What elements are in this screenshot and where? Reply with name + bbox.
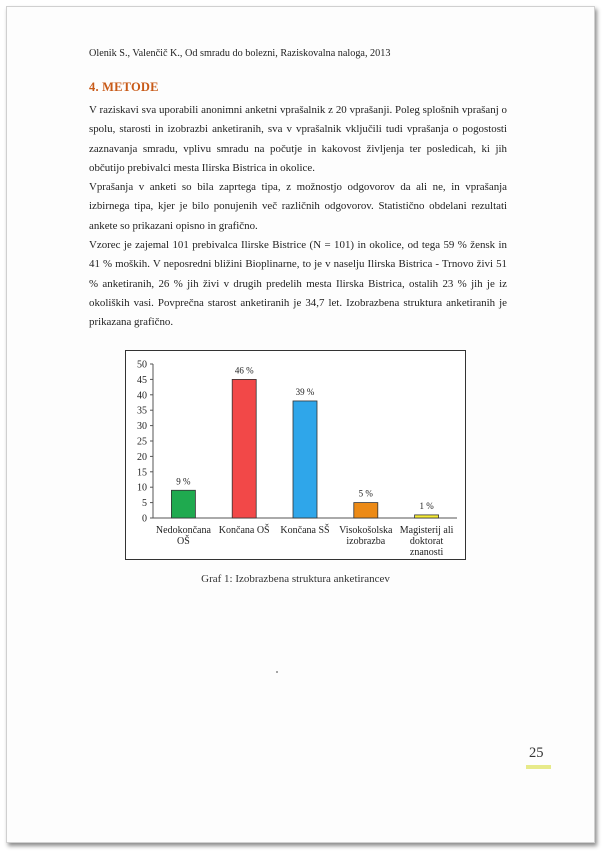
- paragraph-sample: Vzorec je zajemal 101 prebivalca Ilirske Bistrice (N = 101) in okolice, od tega 59 % žensk in 41 % moških. V neposredni bližini Bioplinarne, to je v naselju Ilirska Bistrica - Trnovo živi 51 % anketiranih, 26 % jih živi v drugih predelih mesta Ilirska Bistrica, ostalih 23 % jih je iz okoliških vasi. Povprečna starost anketiranih je 34,7 let. Izobrazbena struktura anketiranih je prikazana grafično.: [89, 239, 507, 329]
- document-page: [6, 6, 595, 843]
- page-number: 25: [529, 745, 544, 761]
- bar-data-label: 39 %: [295, 386, 315, 397]
- bar: [171, 490, 195, 518]
- bar: [415, 515, 439, 518]
- education-chart: [125, 350, 466, 560]
- y-tick-label: 45: [137, 374, 147, 386]
- y-tick-label: 35: [137, 405, 147, 417]
- y-tick-label: 40: [137, 390, 147, 402]
- y-tick-label: 0: [142, 513, 147, 525]
- x-category-label: Visokošolska izobrazba: [339, 525, 393, 547]
- bar-data-label: 1 %: [419, 500, 434, 511]
- x-category-label: Nedokončana OŠ: [155, 525, 211, 547]
- page-number-underline: [526, 765, 551, 769]
- bar: [354, 503, 378, 518]
- figure-caption: Graf 1: Izobrazbena struktura anketirancev: [201, 573, 390, 585]
- body-text: [89, 101, 507, 333]
- running-header: Olenik S., Valenčič K., Od smradu do bolezni, Raziskovalna naloga, 2013: [89, 48, 391, 59]
- y-tick-label: 5: [142, 498, 147, 510]
- paragraph-question-types: Vprašanja v anketi so bila zaprtega tipa, z možnostjo odgovorov da ali ne, in vprašanja izbirnega tipa, kjer je bilo ponujenih več različnih odgovorov. Statistično obdelani rezultati ankete so prikazani opisno in grafično.: [89, 181, 507, 232]
- bar-data-label: 5 %: [358, 488, 373, 499]
- bar-data-label: 9 %: [176, 476, 191, 487]
- bar: [293, 401, 317, 518]
- y-tick-label: 30: [137, 421, 147, 433]
- x-category-label: Magisterij ali doktorat znanosti: [399, 525, 454, 558]
- y-tick-label: 15: [137, 467, 147, 479]
- y-tick-label: 25: [137, 436, 147, 448]
- section-heading: 4. METODE: [89, 80, 159, 94]
- education-chart-svg: [126, 351, 467, 561]
- bar-data-label: 46 %: [234, 365, 254, 376]
- page-mark: [276, 671, 278, 673]
- bar: [232, 379, 256, 518]
- y-tick-label: 20: [137, 451, 147, 463]
- x-category-label: Končana OŠ: [218, 525, 270, 536]
- y-tick-label: 10: [137, 482, 147, 494]
- x-category-label: Končana SŠ: [280, 525, 330, 536]
- paragraph-methods-questionnaire: V raziskavi sva uporabili anonimni anketni vprašalnik z 20 vprašanji. Poleg splošnih vprašanj o spolu, starosti in izobrazbi anketiranih, sva v vprašalnik vključili tudi vprašanja o pogostosti zaznavanja smradu, vplivu smradu na počutje in kakovost življenja ter posledicah, ki jih občutijo prebivalci mesta Ilirska Bistrica in okolice.: [89, 104, 507, 174]
- y-tick-label: 50: [137, 359, 147, 371]
